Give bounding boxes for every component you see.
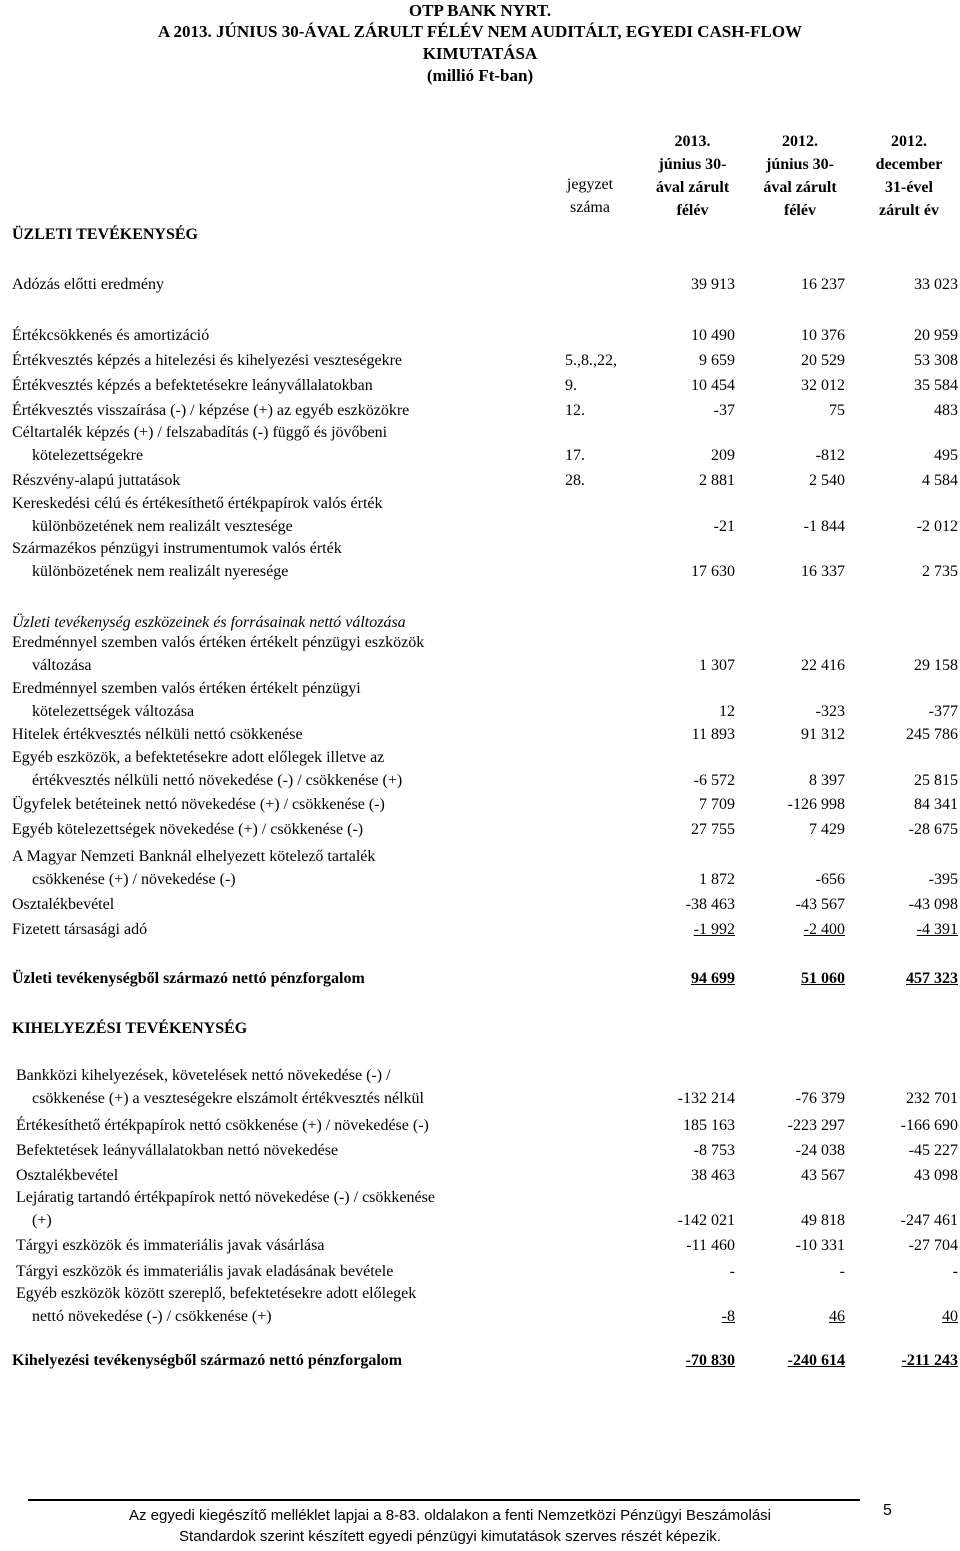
col-header-line: ával zárult (655, 179, 730, 196)
row-value: -132 214 (677, 1089, 735, 1107)
row-value: -10 331 (795, 1237, 845, 1254)
row-value: 43 098 (914, 1167, 958, 1184)
row-value: -8 753 (693, 1142, 735, 1159)
row-label: Értékesíthető értékpapírok nettó csökkenése (+) / növekedése (-) (16, 1117, 429, 1134)
row-value: 29 158 (914, 656, 958, 674)
col-header-line: félév (676, 202, 709, 219)
row-value: 25 815 (914, 771, 958, 789)
row-value: -247 461 (900, 1211, 958, 1229)
row-label: Értékcsökkenés és amortizáció (12, 327, 210, 344)
row-value: -11 460 (686, 1237, 735, 1254)
row-value: 7 429 (809, 821, 845, 838)
table-row (0, 1117, 960, 1140)
table-row (0, 327, 960, 350)
table-row (0, 796, 960, 819)
row-label: változása (32, 656, 92, 674)
table-row (0, 970, 960, 993)
row-label: Osztalékbevétel (16, 1167, 119, 1184)
row-label: Hitelek értékvesztés nélküli nettó csökkenése (12, 726, 303, 743)
row-value: -240 614 (787, 1352, 845, 1369)
row-note-ref: 17. (565, 446, 585, 464)
row-label: Részvény-alapú juttatások (12, 472, 181, 489)
row-value: -395 (928, 870, 958, 888)
row-value: -126 998 (787, 796, 845, 813)
row-value: -166 690 (900, 1117, 958, 1134)
row-value: 495 (934, 446, 958, 464)
row-value: -6 572 (693, 771, 735, 789)
row-value: -211 243 (901, 1352, 958, 1369)
table-row (0, 424, 960, 469)
row-value: 22 416 (801, 656, 845, 674)
row-value: 8 397 (809, 771, 845, 789)
row-label: Osztalékbevétel (12, 896, 115, 913)
row-value: 43 567 (801, 1167, 845, 1184)
row-label: különbözetének nem realizált vesztesége (32, 517, 293, 535)
table-row (0, 377, 960, 400)
row-value: 1 307 (699, 656, 735, 674)
table-row (0, 680, 960, 725)
col-note-header (540, 173, 640, 219)
table-row (0, 848, 960, 893)
row-label: Eredménnyel szemben valós értéken értékelt pénzügyi (12, 680, 361, 697)
row-label: Egyéb kötelezettségek növekedése (+) / csökkenése (-) (12, 821, 364, 838)
row-value: 91 312 (801, 726, 845, 743)
table-row (0, 726, 960, 749)
row-value: 232 701 (906, 1089, 958, 1107)
row-value: -28 675 (908, 821, 958, 838)
row-label: csökkenése (+) / növekedése (-) (32, 870, 236, 888)
row-value: 2 735 (922, 562, 958, 580)
col-2012h1-header (745, 130, 855, 222)
row-value: 12 (719, 702, 735, 720)
col-header-line: 2012. (782, 133, 818, 150)
row-value: 94 699 (691, 970, 735, 987)
row-value: - (729, 1263, 735, 1280)
row-label: (+) (32, 1211, 52, 1229)
footer-note: Az egyedi kiegészítő melléklet lapjai a 8-83. oldalakon a fenti Nemzetközi Pénzügyi Beszámolási (128, 1507, 771, 1524)
row-label: Eredménnyel szemben valós értéken értékelt pénzügyi eszközök (12, 634, 425, 651)
row-label: Származékos pénzügyi instrumentumok valós érték (12, 540, 342, 557)
row-label: Kereskedési célú és értékesíthető értékpapírok valós érték (12, 495, 383, 512)
row-value: -76 379 (795, 1089, 845, 1107)
row-value: 483 (934, 402, 958, 419)
table-row (0, 1167, 960, 1190)
table-row (0, 1189, 960, 1234)
row-value: 11 893 (691, 726, 735, 743)
row-label: Értékvesztés visszaírása (-) / képzése (+) az egyéb eszközökre (12, 402, 410, 419)
row-value: 84 341 (914, 796, 958, 813)
row-value: -24 038 (795, 1142, 845, 1159)
row-value: 75 (829, 402, 845, 419)
row-value: 209 (711, 446, 735, 464)
row-value: -1 844 (803, 517, 845, 535)
row-value: -21 (713, 517, 735, 535)
table-row (0, 1263, 960, 1286)
row-value: 33 023 (914, 276, 958, 293)
table-row (0, 1067, 960, 1112)
row-label: Egyéb eszközök között szereplő, befektetésekre adott előlegek (16, 1285, 417, 1302)
table-row (0, 495, 960, 540)
row-note-ref: 5.,8.,22, (565, 352, 617, 369)
page-title-cont: KIMUTATÁSA (422, 44, 538, 63)
col-header-line: félév (784, 202, 816, 219)
col-header-line: június 30- (765, 156, 835, 173)
section-title: KIHELYEZÉSI TEVÉKENYSÉG (12, 1020, 248, 1037)
row-value: -656 (815, 870, 845, 888)
row-value: 32 012 (801, 377, 845, 394)
col-header-line: december (875, 156, 943, 173)
col-header-line: június 30- (658, 156, 727, 173)
row-label: Tárgyi eszközök és immateriális javak eladásának bevétele (16, 1263, 394, 1280)
row-value: -8 (721, 1307, 735, 1325)
row-value: - (952, 1263, 958, 1280)
row-value: -37 (713, 402, 735, 419)
row-value: 53 308 (914, 352, 958, 369)
section-subtitle: Üzleti tevékenység eszközeinek és forrásainak nettó változása (12, 614, 406, 631)
col-header-line: 2013. (674, 133, 711, 150)
row-value: -223 297 (787, 1117, 845, 1134)
row-label: értékvesztés nélküli nettó növekedése (-) / csökkenése (+) (32, 771, 403, 789)
row-value: 27 755 (691, 821, 735, 838)
row-label: Befektetések leányvállalatokban nettó növekedése (16, 1142, 339, 1159)
row-label: Lejáratig tartandó értékpapírok nettó növekedése (-) / csökkenése (16, 1189, 435, 1206)
row-label: Céltartalék képzés (+) / felszabadítás (-) függő és jövőbeni (12, 424, 388, 441)
row-label: csökkenése (+) a veszteségekre elszámolt értékvesztés nélkül (32, 1089, 424, 1107)
row-value: 40 (942, 1307, 958, 1325)
row-value: 20 959 (914, 327, 958, 344)
col-note-header-line: jegyzet (566, 176, 614, 193)
row-value: -812 (815, 446, 845, 464)
table-row (0, 821, 960, 844)
row-value: -43 567 (795, 896, 845, 913)
col-header-line: 31-ével (885, 179, 933, 196)
row-value: 2 881 (699, 472, 735, 489)
row-value: 245 786 (906, 726, 958, 743)
page-number: 5 (883, 1502, 892, 1519)
page-title: A 2013. JÚNIUS 30-ÁVAL ZÁRULT FÉLÉV NEM AUDITÁLT, EGYEDI CASH-FLOW (157, 22, 803, 41)
company-name: OTP BANK NYRT. (408, 1, 552, 20)
row-value: 10 454 (691, 377, 735, 394)
section-changes (0, 614, 960, 636)
row-value: 457 323 (906, 970, 958, 987)
section-title: ÜZLETI TEVÉKENYSÉG (12, 226, 198, 243)
row-value: 4 584 (922, 472, 958, 489)
table-row (0, 634, 960, 679)
col-note-header-line: száma (570, 199, 610, 216)
row-value: -43 098 (908, 896, 958, 913)
row-value: 16 237 (801, 276, 845, 293)
row-label: Ügyfelek betéteinek nettó növekedése (+) / csökkenése (-) (12, 796, 385, 813)
row-value: 2 540 (809, 472, 845, 489)
row-label: különbözetének nem realizált nyeresége (32, 562, 289, 580)
row-label: Bankközi kihelyezések, követelések nettó növekedése (-) / (16, 1067, 391, 1084)
row-value: -2 400 (803, 921, 845, 938)
row-label: Értékvesztés képzés a befektetésekre leányvállalatokban (12, 377, 373, 394)
row-value: -1 992 (693, 921, 735, 938)
row-note-ref: 12. (565, 402, 585, 419)
table-row (0, 540, 960, 585)
table-row (0, 749, 960, 794)
row-note-ref: 9. (565, 377, 577, 394)
row-label: Értékvesztés képzés a hitelezési és kihelyezési veszteségekre (12, 352, 403, 369)
row-value: 38 463 (691, 1167, 735, 1184)
row-label: nettó növekedése (-) / csökkenése (+) (32, 1307, 272, 1325)
row-value: 7 709 (699, 796, 735, 813)
col-header-line: 2012. (891, 133, 927, 150)
row-value: 16 337 (801, 562, 845, 580)
col-2013h1-header (640, 130, 745, 222)
footer-note-cont: Standardok szerint készített egyedi pénzügyi kimutatások szerves részét képezik. (179, 1528, 721, 1545)
row-label: Kihelyezési tevékenységből származó nettó pénzforgalom (12, 1352, 403, 1369)
table-row (0, 352, 960, 375)
row-value: 17 630 (691, 562, 735, 580)
table-row (0, 1285, 960, 1330)
row-value: 185 163 (683, 1117, 735, 1134)
row-value: -70 830 (685, 1352, 735, 1369)
row-value: 20 529 (801, 352, 845, 369)
row-value: -45 227 (908, 1142, 958, 1159)
col-header-line: zárult év (879, 202, 939, 219)
table-row (0, 402, 960, 425)
section-investing (0, 1020, 960, 1042)
row-value: 46 (829, 1307, 845, 1325)
row-value: 1 872 (699, 870, 735, 888)
row-value: 39 913 (691, 276, 735, 293)
row-value: -2 012 (916, 517, 958, 535)
section-operating (0, 226, 960, 248)
row-label: Adózás előtti eredmény (12, 276, 164, 293)
footer-rule (28, 1499, 860, 1501)
row-value: 35 584 (914, 377, 958, 394)
table-row (0, 276, 960, 299)
row-value: 51 060 (801, 970, 845, 987)
row-note-ref: 28. (565, 472, 585, 489)
row-label: Egyéb eszközök, a befektetésekre adott előlegek illetve az (12, 749, 385, 766)
col-header-line: ával zárult (763, 179, 837, 196)
row-value: -142 021 (677, 1211, 735, 1229)
row-value: 9 659 (699, 352, 735, 369)
row-value: 49 818 (801, 1211, 845, 1229)
table-row (0, 1237, 960, 1260)
row-label: kötelezettségekre (32, 446, 144, 464)
table-row (0, 1352, 960, 1375)
table-row (0, 896, 960, 919)
table-row (0, 1142, 960, 1165)
row-label: kötelezettségek változása (32, 702, 195, 720)
col-2012fy-header (858, 130, 960, 222)
row-value: -377 (928, 702, 958, 720)
unit-label: (millió Ft-ban) (426, 66, 534, 85)
row-label: Üzleti tevékenységből származó nettó pénzforgalom (12, 970, 365, 987)
table-row (0, 921, 960, 944)
row-value: 10 376 (801, 327, 845, 344)
row-value: -38 463 (685, 896, 735, 913)
row-value: 10 490 (691, 327, 735, 344)
row-label: Fizetett társasági adó (12, 921, 148, 938)
table-row (0, 472, 960, 495)
row-label: Tárgyi eszközök és immateriális javak vásárlása (16, 1237, 325, 1254)
row-value: -27 704 (908, 1237, 958, 1254)
row-value: -323 (815, 702, 845, 720)
row-label: A Magyar Nemzeti Banknál elhelyezett kötelező tartalék (12, 848, 376, 865)
row-value: - (839, 1263, 845, 1280)
row-value: -4 391 (916, 921, 958, 938)
